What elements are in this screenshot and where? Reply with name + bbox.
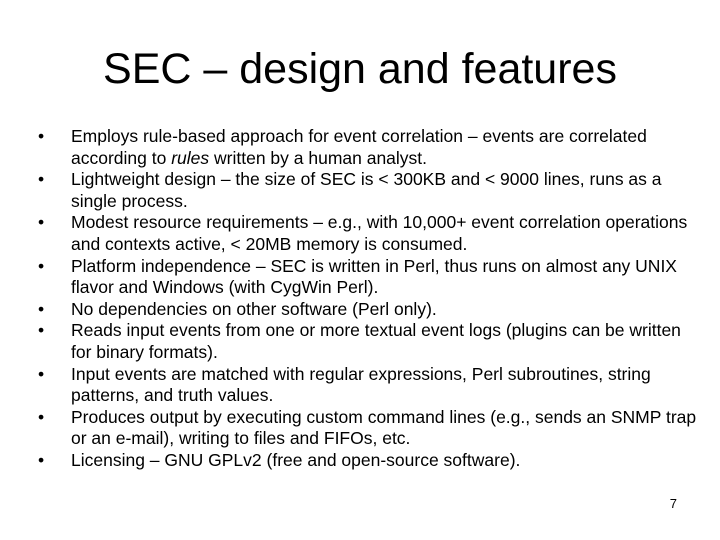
bullet-dot-icon: • bbox=[38, 126, 45, 146]
bullet-dot-icon: • bbox=[38, 363, 45, 384]
bullet-text: Produces output by executing custom command lines (e.g., sends an SNMP trap or an e-mail), writing to files and FIFOs, etc. bbox=[71, 406, 697, 449]
bullet-dot-icon: • bbox=[38, 169, 45, 190]
bullet-text: Employs rule-based approach for event correlation – events are correlated according to bbox=[71, 126, 647, 168]
bullet-item bbox=[38, 256, 698, 299]
bullet-item bbox=[38, 299, 698, 321]
bullet-dot-icon: • bbox=[38, 255, 45, 276]
bullet-text-tail: written by a human analyst. bbox=[209, 147, 428, 168]
bullet-text: Lightweight design – the size of SEC is < 300KB and < 9000 lines, runs as a single process. bbox=[71, 169, 662, 211]
bullet-emphasis: rules bbox=[171, 147, 210, 168]
bullet-text: Modest resource requirements – e.g., with 10,000+ event correlation operations and contexts active, < 20MB memory is consumed. bbox=[71, 212, 688, 254]
bullet-dot-icon: • bbox=[38, 298, 45, 319]
bullet-item bbox=[38, 320, 698, 363]
bullet-item bbox=[38, 169, 698, 212]
bullet-text: No dependencies on other software (Perl only). bbox=[71, 298, 437, 319]
bullet-text: Input events are matched with regular expressions, Perl subroutines, string patterns, and truth values. bbox=[71, 363, 651, 406]
bullet-dot-icon: • bbox=[38, 449, 45, 470]
bullet-dot-icon: • bbox=[38, 406, 45, 427]
slide-title: SEC – design and features bbox=[103, 45, 617, 93]
bullet-dot-icon: • bbox=[38, 320, 45, 341]
bullet-item bbox=[38, 212, 698, 255]
bullet-dot-icon: • bbox=[38, 212, 45, 233]
bullet-item bbox=[38, 407, 698, 450]
bullet-item bbox=[38, 450, 698, 472]
bullet-text: Platform independence – SEC is written in Perl, thus runs on almost any UNIX flavor and Windows (with CygWin Perl). bbox=[71, 255, 677, 298]
bullet-item bbox=[38, 364, 698, 407]
bullet-text: Licensing – GNU GPLv2 (free and open-source software). bbox=[71, 449, 521, 470]
bullet-list bbox=[38, 126, 698, 472]
bullet-text: Reads input events from one or more textual event logs (plugins can be written for binary formats). bbox=[71, 320, 681, 362]
bullet-item bbox=[38, 126, 698, 169]
slide-number: 7 bbox=[669, 496, 677, 511]
